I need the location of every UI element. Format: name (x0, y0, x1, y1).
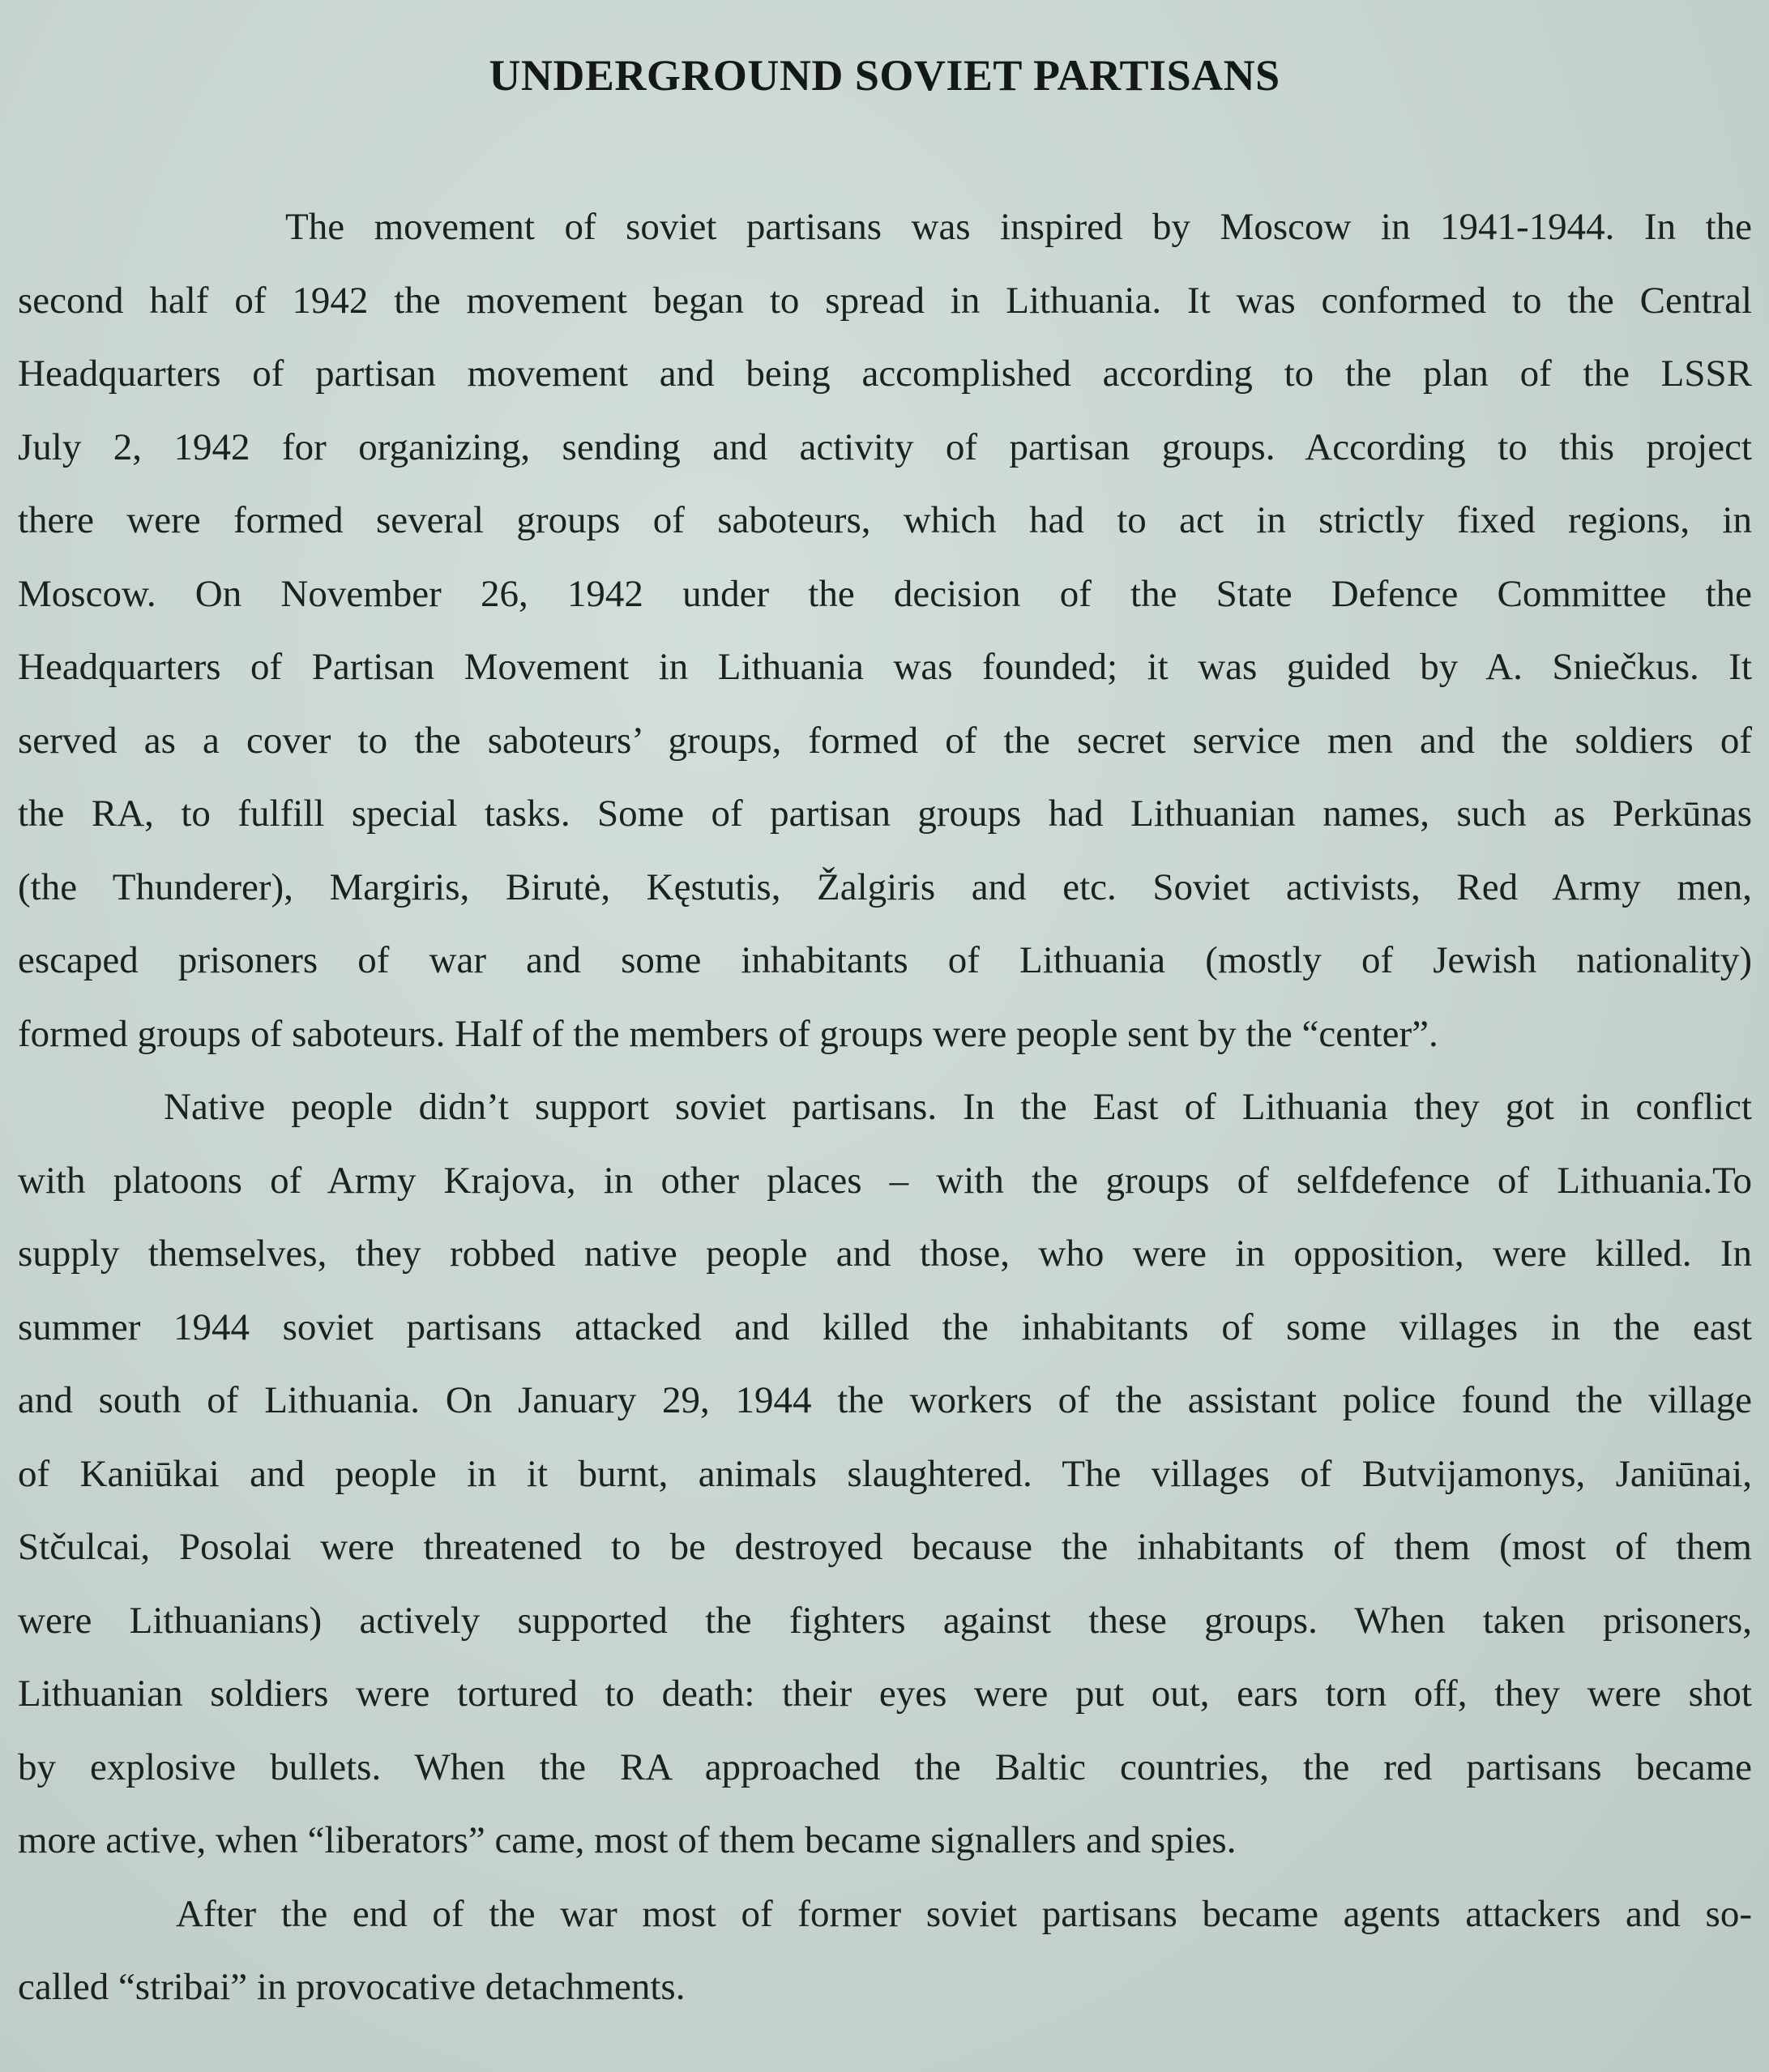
text-line: second half of 1942 the movement began to spread in Lithuania. It was conformed to the Central (18, 280, 1752, 322)
text-line: and south of Lithuania. On January 29, 1944 the workers of the assistant police found the village (18, 1379, 1752, 1421)
text-line: Lithuanian soldiers were tortured to death: their eyes were put out, ears torn off, they were shot (18, 1673, 1752, 1715)
text-line: called “stribai” in provocative detachments. (18, 1966, 686, 2008)
text-line: by explosive bullets. When the RA approached the Baltic countries, the red partisans became (18, 1746, 1752, 1788)
text-line: formed groups of saboteurs. Half of the members of groups were people sent by the “center”. (18, 1013, 1438, 1055)
text-line: with platoons of Army Krajova, in other places – with the groups of selfdefence of Lithuania.To (18, 1160, 1752, 1202)
text-line: escaped prisoners of war and some inhabitants of Lithuania (mostly of Jewish nationality) (18, 939, 1752, 981)
text-line: (the Thunderer), Margiris, Birutė, Kęstutis, Žalgiris and etc. Soviet activists, Red Army men, (18, 866, 1752, 908)
text-line: The movement of soviet partisans was inspired by Moscow in 1941-1944. In the (285, 206, 1752, 248)
text-line: Headquarters of partisan movement and being accomplished according to the plan of the LSSR (18, 352, 1752, 395)
text-line: Native people didn’t support soviet partisans. In the East of Lithuania they got in conflict (164, 1086, 1752, 1128)
text-line: Headquarters of Partisan Movement in Lithuania was founded; it was guided by A. Sniečkus. It (18, 646, 1752, 688)
text-line: the RA, to fulfill special tasks. Some of partisan groups had Lithuanian names, such as Perkūnas (18, 792, 1752, 835)
text-line: supply themselves, they robbed native people and those, who were in opposition, were killed. In (18, 1233, 1752, 1275)
text-line: summer 1944 soviet partisans attacked and killed the inhabitants of some villages in the east (18, 1306, 1752, 1348)
document-title: UNDERGROUND SOVIET PARTISANS (489, 51, 1280, 100)
text-line: there were formed several groups of saboteurs, which had to act in strictly fixed regions, in (18, 499, 1752, 541)
text-line: were Lithuanians) actively supported the fighters against these groups. When taken prisoners, (18, 1600, 1752, 1642)
text-line: After the end of the war most of former soviet partisans became agents attackers and so- (176, 1893, 1752, 1935)
text-line: of Kaniūkai and people in it burnt, animals slaughtered. The villages of Butvijamonys, Janiūnai, (18, 1453, 1752, 1495)
text-line: Moscow. On November 26, 1942 under the decision of the State Defence Committee the (18, 573, 1752, 615)
text-line: July 2, 1942 for organizing, sending and activity of partisan groups. According to this project (18, 426, 1752, 468)
text-line: served as a cover to the saboteurs’ groups, formed of the secret service men and the soldiers of (18, 720, 1752, 762)
text-line: more active, when “liberators” came, most of them became signallers and spies. (18, 1819, 1237, 1861)
text-line: Stčulcai, Posolai were threatened to be destroyed because the inhabitants of them (most of them (18, 1526, 1752, 1568)
